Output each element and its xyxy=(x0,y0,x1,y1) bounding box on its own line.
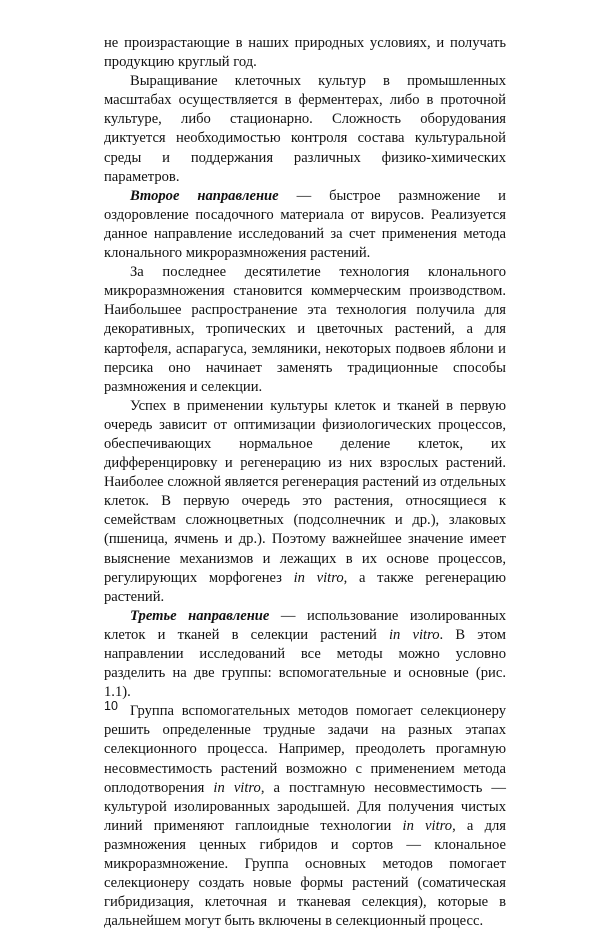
paragraph-text: — использование изолированных клеток и тканей в селекции растений xyxy=(104,607,506,643)
paragraph-7 xyxy=(104,702,506,931)
page-number: 10 xyxy=(104,699,118,713)
paragraph-3 xyxy=(104,187,506,263)
paragraph-text: За последнее десятилетие технология клонального микроразмножения становится коммерческим производством. Наибольшее распространение эта технология получила для декоративных, тропических и цветочных растений, а для картофеля, аспарагуса, земляники, некоторых подвоев яблони и персика оно начинает заменять традиционные способы размножения и селекции. xyxy=(104,264,506,395)
paragraph-6 xyxy=(104,607,506,702)
paragraph-text: , а постгамную несовместимость — культурой изолированных зародышей. Для получения чистых линий применяют гаплоидные технологии xyxy=(104,779,506,834)
paragraph-text: — быстрое размножение и оздоровление посадочного материала от вирусов. Реализуется данное направление исследований за счет применения метода клонального микроразмножения растений. xyxy=(104,187,506,262)
paragraph-text: , а также регенерацию растений. xyxy=(104,569,506,605)
paragraph-4 xyxy=(104,263,506,397)
paragraph-text: Группа вспомогательных методов помогает селекционеру решить определенные трудные задачи на разных этапах селекционного процесса. Например, преодолеть прогамную несовместимость растений возможно с применением метода оплодотворения xyxy=(104,703,506,796)
in-vitro-term: in vitro xyxy=(213,779,261,796)
paragraph-text: , а для размножения ценных гибридов и сортов — клональное микроразмножение. Группа основных методов помогает селекционеру создать новые формы растений (соматическая гибридизация, клеточная и тканевая селекция), которые в дальнейшем могут быть включены в селекционный процесс. xyxy=(104,817,506,930)
section-term-second: Второе направление xyxy=(130,187,279,204)
paragraph-5 xyxy=(104,397,506,607)
paragraph-text: . В этом направлении исследований все методы можно условно разделить на две группы: вспомогательные и основные (рис. 1.1). xyxy=(104,626,506,701)
paragraph-text: Выращивание клеточных культур в промышленных масштабах осуществляется в ферментерах, либо в проточной культуре, либо стационарно. Сложность оборудования диктуется необходимостью контроля состава культуральной среды и поддержания различных физико-химических параметров. xyxy=(104,73,506,185)
in-vitro-term: in vitro xyxy=(388,626,440,643)
paragraph-1 xyxy=(104,34,506,72)
page-body xyxy=(104,34,506,931)
paragraph-text: Успех в применении культуры клеток и тканей в первую очередь зависит от оптимизации физиологических процессов, обеспечивающих нормальное деление клеток, их дифференцировку и регенерацию из них взрослых растений. Наиболее сложной является регенерация растений из отдельных клеток. В первую очередь это растения, относящиеся к семействам сложноцветных (подсолнечник и др.), злаковых (пшеница, ячмень и др.). Поэтому важнейшее значение имеет выяснение механизмов и лежащих в их основе процессов, регулирующих морфогенез xyxy=(104,397,506,586)
in-vitro-term: in vitro xyxy=(293,569,344,586)
paragraph-2 xyxy=(104,72,506,187)
paragraph-text: не произрастающие в наших природных условиях, и получать продукцию круглый год. xyxy=(104,35,506,71)
in-vitro-term: in vitro xyxy=(402,817,453,834)
section-term-third: Третье направление xyxy=(130,607,270,624)
